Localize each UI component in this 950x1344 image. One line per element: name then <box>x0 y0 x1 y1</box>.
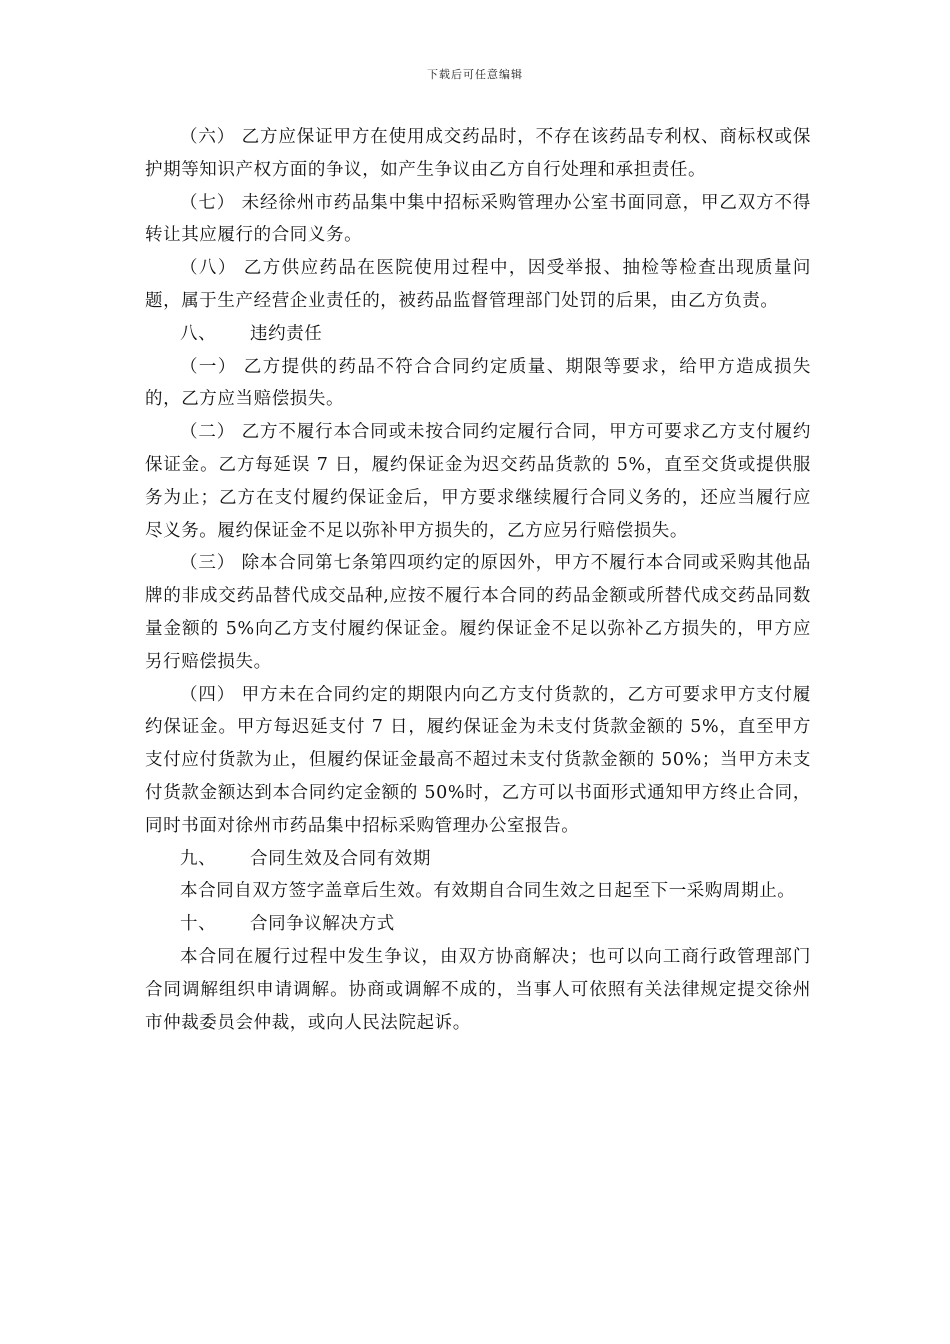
clause-6: （六） 乙方应保证甲方在使用成交药品时，不存在该药品专利权、商标权或保护期等知识产权方面的争议，如产生争议由乙方自行处理和承担责任。 <box>145 127 811 180</box>
section-number: 八、 <box>180 323 217 344</box>
clause-7: （七） 未经徐州市药品集中集中招标采购管理办公室书面同意，甲乙双方不得转让其应履行的合同义务。 <box>145 192 811 246</box>
section-title: 合同争议解决方式 <box>250 914 395 935</box>
section-heading-9 <box>145 843 811 876</box>
page-header-note: 下载后可任意编辑 <box>427 68 523 81</box>
section-title: 合同生效及合同有效期 <box>250 848 431 869</box>
section-heading-8 <box>145 318 811 351</box>
section-heading-10 <box>145 908 811 941</box>
liability-clause-3: （三） 除本合同第七条第四项约定的原因外，甲方不履行本合同或采购其他品牌的非成交药品替代成交品种,应按不履行本合同的药品金额或所替代成交药品同数量金额的 5%向乙方支付履约保证金。履约保证金不足以弥补乙方损失的，甲方应另行赔偿损失。 <box>145 553 811 672</box>
liability-clause-2: （二） 乙方不履行本合同或未按合同约定履行合同，甲方可要求乙方支付履约保证金。乙方每延误 7 日，履约保证金为迟交药品货款的 5%，直至交货或提供服务为止；乙方在支付履约保证金后，甲方要求继续履行合同义务的，还应当履行应尽义务。履约保证金不足以弥补甲方损失的，乙方应另行赔偿损失。 <box>145 422 811 541</box>
section-number: 十、 <box>180 914 217 935</box>
liability-clause-4: （四） 甲方未在合同约定的期限内向乙方支付货款的，乙方可要求甲方支付履约保证金。甲方每迟延支付 7 日，履约保证金为未支付货款金额的 5%，直至甲方支付应付货款为止，但履约保证金最高不超过未支付货款金额的 50%；当甲方未支付货款金额达到本合同约定金额的 50%时，乙方可以书面形式通知甲方终止合同，同时书面对徐州市药品集中招标采购管理办公室报告。 <box>145 684 811 836</box>
section-title: 违约责任 <box>250 323 323 344</box>
dispute-paragraph: 本合同在履行过程中发生争议，由双方协商解决；也可以向工商行政管理部门合同调解组织申请调解。协商或调解不成的，当事人可依照有关法律规定提交徐州市仲裁委员会仲裁，或向人民法院起诉。 <box>145 946 811 1033</box>
section-number: 九、 <box>180 848 217 869</box>
effectiveness-paragraph: 本合同自双方签字盖章后生效。有效期自合同生效之日起至下一采购周期止。 <box>180 881 796 902</box>
liability-clause-1: （一） 乙方提供的药品不符合合同约定质量、期限等要求，给甲方造成损失的，乙方应当赔偿损失。 <box>145 356 811 410</box>
clause-8: （八） 乙方供应药品在医院使用过程中，因受举报、抽检等检查出现质量问题，属于生产经营企业责任的，被药品监督管理部门处罚的后果，由乙方负责。 <box>145 258 811 311</box>
document-body <box>145 121 811 1039</box>
